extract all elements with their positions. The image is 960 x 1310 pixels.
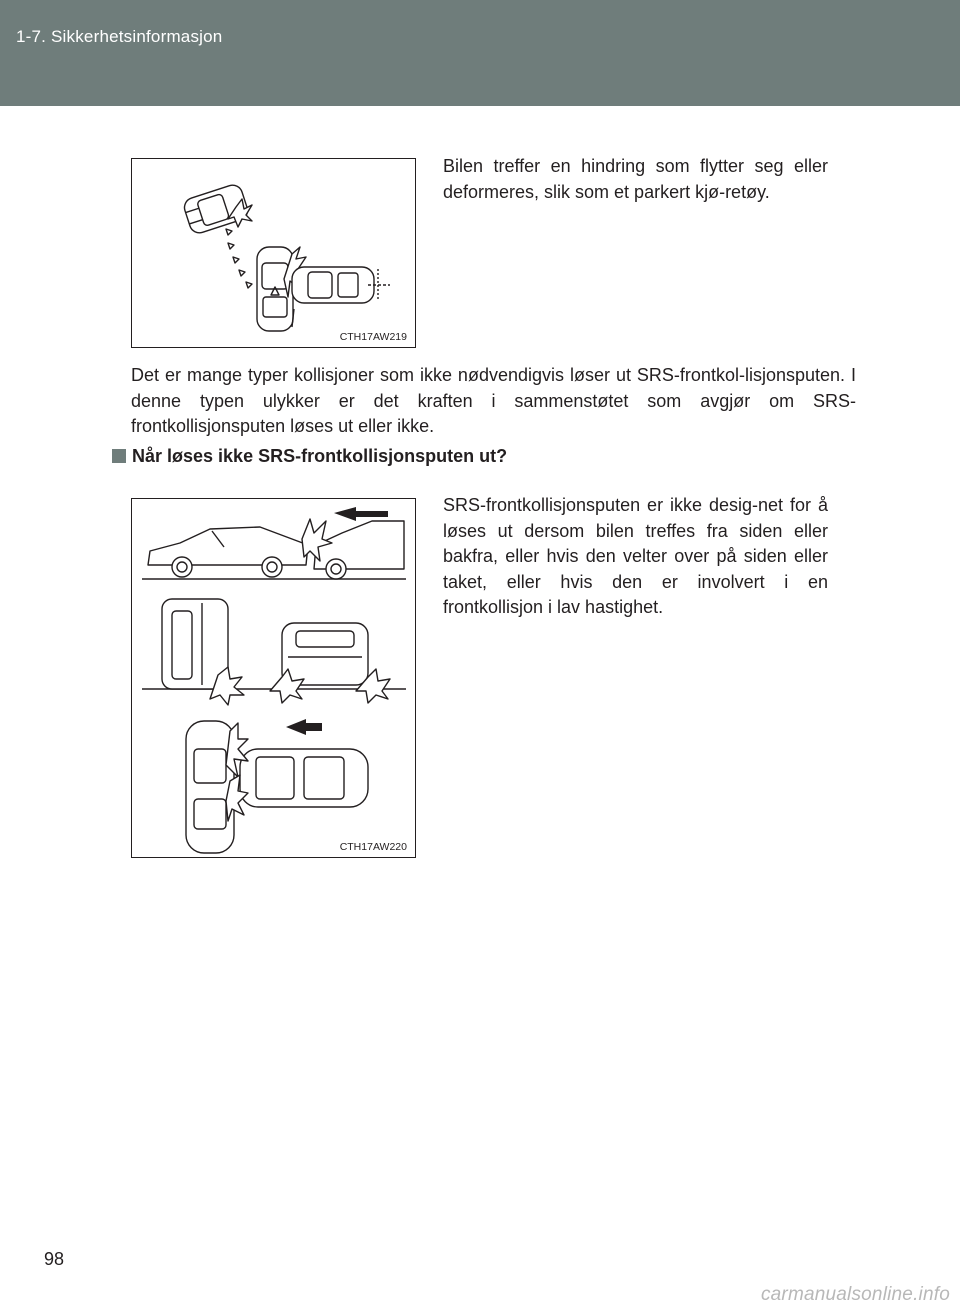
section-heading bbox=[112, 446, 507, 467]
section-title: 1-7. Sikkerhetsinformasjon bbox=[16, 27, 223, 46]
figure2-caption: SRS-frontkollisjonsputen er ikke desig-net for å løses ut dersom bilen treffes fra siden eller bakfra, eller hvis den velter over på siden eller taket, eller hvis den er involvert i en frontkollisjon i lav hastighet. bbox=[443, 495, 828, 617]
section-heading-text: Når løses ikke SRS-frontkollisjonsputen ut? bbox=[132, 446, 508, 466]
collision-illustration-2 bbox=[132, 499, 414, 856]
figure1-caption: Bilen treffer en hindring som flytter seg eller deformeres, slik som et parkert kjø-retøy. bbox=[443, 156, 828, 202]
watermark: carmanualsonline.info bbox=[760, 1284, 950, 1305]
figure-non-deploy-collisions bbox=[131, 498, 416, 858]
figure-collision-moving-obstacle bbox=[131, 158, 416, 348]
figure-code: CTH17AW219 bbox=[339, 331, 407, 343]
collision-illustration-1 bbox=[132, 159, 414, 346]
body-paragraph: Det er mange typer kollisjoner som ikke nødvendigvis løser ut SRS-frontkol-lisjonsputen. I denne typen ulykker er det kraften i sammenstøtet som avgjør om SRS-frontkollisjonsputen løses ut eller ikke. bbox=[131, 365, 856, 436]
figure-code: CTH17AW220 bbox=[339, 841, 407, 853]
page-header bbox=[0, 0, 960, 106]
heading-square-icon bbox=[112, 449, 126, 463]
page-number: 98 bbox=[44, 1249, 65, 1269]
